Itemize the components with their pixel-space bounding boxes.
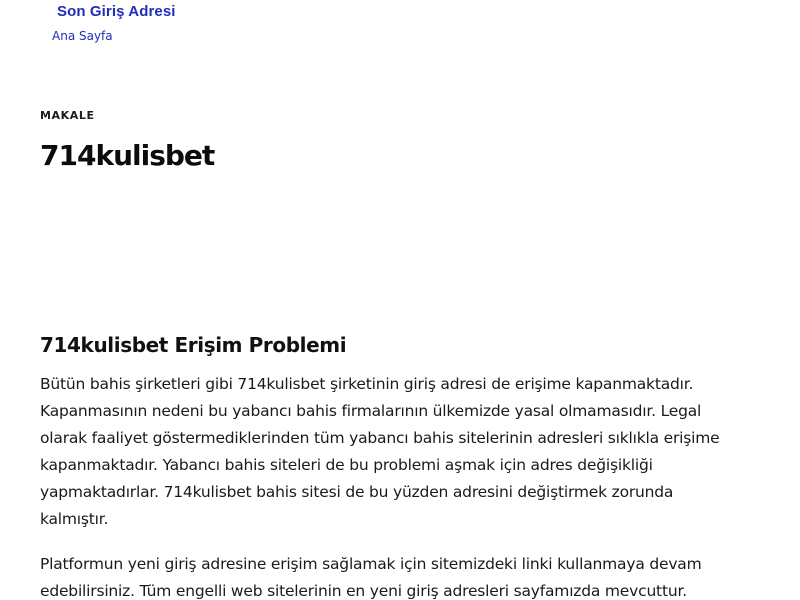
site-title-link[interactable]: Son Giriş Adresi: [57, 3, 176, 20]
post-title: 714kulisbet: [40, 139, 215, 172]
nav-home-link[interactable]: Ana Sayfa: [52, 29, 113, 43]
paragraph-1: Bütün bahis şirketleri gibi 714kulisbet şirketinin giriş adresi de erişime kapanmaktadır. Kapanmasının nedeni bu yabancı bahis firmalarının ülkemizde yasal olmamasıdır. Legal olarak faaliyet göstermediklerinden tüm yabancı bahis sitelerinin adresleri sıklıkla erişime kapanmaktadır. Yabancı bahis siteleri de bu problemi aşmak için adres değişikliği yapmaktadırlar. 714kulisbet bahis sitesi de bu yüzden adresini değiştirmek zorunda kalmıştır.: [40, 375, 720, 528]
paragraph-2: Platformun yeni giriş adresine erişim sağlamak için sitemizdeki linki kullanmaya devam edebilirsiniz. Tüm engelli web sitelerinin en yeni giriş adresleri sayfamızda mevcuttur.: [40, 555, 702, 600]
post-category-link[interactable]: MAKALE: [40, 109, 95, 122]
section-heading: 714kulisbet Erişim Problemi: [40, 333, 347, 357]
post-content: [40, 333, 740, 600]
